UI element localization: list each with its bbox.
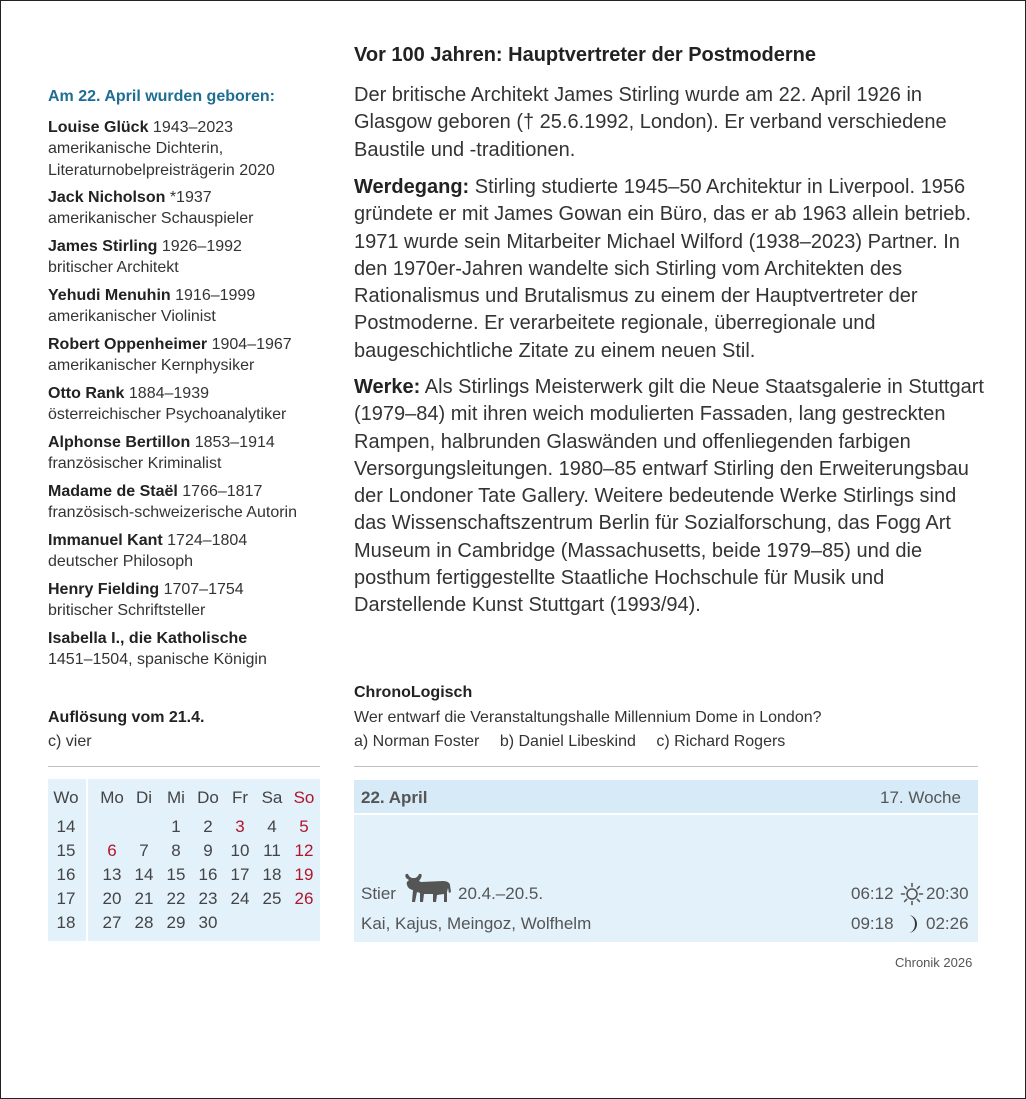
calendar-day: 18 [262, 865, 282, 884]
calendar-day: 29 [166, 913, 186, 932]
birth-years: 1884–1939 [128, 385, 209, 402]
birth-entry [48, 187, 348, 230]
birth-description: französisch-schweizerische Autorin [48, 504, 297, 522]
calendar-day: 5 [299, 817, 309, 836]
calendar-weekday-header: So [293, 788, 315, 807]
birth-name: Isabella I., die Katholische [48, 630, 248, 647]
quiz-question: Wer entwarf die Veranstaltungshalle Millennium Dome in London? [354, 709, 822, 726]
birth-description: österreichischer Psychoanalytiker [48, 406, 287, 424]
sunset-time: 20:30 [926, 884, 969, 903]
career-label: Werdegang: [354, 176, 470, 198]
calendar-day: 21 [134, 889, 154, 908]
quiz-title: ChronoLogisch [354, 684, 473, 701]
calendar-day: 27 [102, 913, 122, 932]
calendar-day: 25 [262, 889, 282, 908]
birth-name: Alphonse Bertillon [48, 434, 191, 451]
calendar-weekday-header: Wo [53, 788, 79, 807]
birth-description: britischer Architekt [48, 259, 179, 277]
calendar-day: 16 [198, 865, 218, 884]
moonset-time: 02:26 [926, 914, 969, 933]
birth-name: Henry Fielding [48, 581, 160, 598]
birth-years: 1904–1967 [211, 336, 292, 353]
calendar-week-divider [86, 779, 88, 941]
birth-years: 1724–1804 [167, 532, 248, 549]
birth-description: amerikanischer Kernphysiker [48, 357, 255, 375]
bull-icon [403, 872, 453, 904]
birth-entry [48, 383, 348, 426]
article-intro-text: Der britische Architekt James Stirling wurde am 22. April 1926 in Glasgow geboren († 25.6.1992, London). Er verband verschiedene Baustile und -traditionen. [354, 84, 947, 161]
calendar-weekday-header: Di [135, 788, 153, 807]
day-week: 17. Woche [880, 788, 961, 807]
name-days: Kai, Kajus, Meingoz, Wolfhelm [361, 914, 592, 933]
footer-label: Chronik 2026 [895, 955, 973, 970]
birth-years: 1926–1992 [161, 238, 242, 255]
calendar-day: 6 [107, 841, 117, 860]
birth-years: 1943–2023 [152, 119, 234, 136]
birth-description: amerikanische Dichterin, Literaturnobelpreisträgerin 2020 [48, 140, 275, 179]
birth-years: *1937 [169, 189, 212, 206]
birth-entry [48, 117, 348, 181]
calendar-week-number: 16 [56, 865, 76, 884]
career-text: Stirling studierte 1945–50 Architektur in Liverpool. 1956 gründete er mit James Gowan ein Büro, das er ab 1963 allein betrieb. 1971 wurde sein Mitarbeiter Michael Wilford (1938–2023) Partner. In den 1970er-Jahren wandelte sich Stirling vom Architekten des Rationalismus und Brutalismus zu einem der Hauptvertreter der Postmoderne. Er verarbeitete regionale, überregionale und baugeschichtliche Zitate zu einem neuen Stil. [354, 176, 972, 362]
article-works [354, 374, 984, 620]
calendar-day: 11 [263, 841, 281, 860]
calendar-week-number: 17 [56, 889, 76, 908]
moonrise-time: 09:18 [851, 914, 894, 933]
birth-name: Jack Nicholson [48, 189, 166, 206]
birth-years: 1853–1914 [194, 434, 275, 451]
article-title: Vor 100 Jahren: Hauptvertreter der Postmoderne [354, 44, 817, 66]
birth-description: deutscher Philosoph [48, 553, 193, 571]
calendar-day: 1 [171, 817, 181, 836]
birth-entry [48, 628, 348, 671]
works-text: Als Stirlings Meisterwerk gilt die Neue Staatsgalerie in Stuttgart (1979–84) mit ihren weich modulierten Fassaden, lang gestreckten Rampen, halbrunden Glaswänden und offenliegenden farbigen Versorgungsleitungen. 1980–85 entwarf Stirling den Erweiterungsbau der Londoner Tate Gallery. Weitere bedeutende Werke Stirlings sind das Wissenschaftszentrum Berlin für Sozialforschung, das Fogg Art Museum in Cambridge (Massachusetts, beide 1979–85) und die posthum fertiggestellte Staatliche Hochschule für Musik und Darstellende Kunst Stuttgart (1993/94). [354, 376, 984, 617]
birth-name: Madame de Staël [48, 483, 178, 500]
birth-description: französischer Kriminalist [48, 455, 222, 473]
quiz-answer-b: b) Daniel Libeskind [499, 733, 636, 750]
birth-description: amerikanischer Violinist [48, 308, 216, 326]
birth-name: Immanuel Kant [48, 532, 163, 549]
calendar-weekday-header: Do [197, 788, 219, 807]
calendar-week-number: 18 [56, 913, 76, 932]
calendar-day: 4 [267, 817, 277, 836]
birth-entry [48, 334, 348, 377]
calendar-day: 12 [294, 841, 314, 860]
calendar-week-number: 14 [56, 817, 76, 836]
moon-icon [903, 913, 921, 935]
birth-years: 1766–1817 [182, 483, 263, 500]
quiz-answer-a: a) Norman Foster [354, 733, 480, 750]
birth-description: britischer Schriftsteller [48, 602, 206, 620]
divider-left [48, 766, 320, 767]
zodiac-name: Stier [361, 884, 396, 903]
birth-entry [48, 432, 348, 475]
article-career [354, 174, 984, 365]
sun-icon [900, 882, 924, 906]
sunrise-time: 06:12 [851, 884, 894, 903]
calendar-day: 2 [203, 817, 213, 836]
calendar-day: 26 [294, 889, 314, 908]
birth-description: amerikanischer Schauspieler [48, 210, 254, 228]
birth-name: Louise Glück [48, 119, 149, 136]
day-date: 22. April [361, 788, 428, 807]
calendar-day: 8 [171, 841, 181, 860]
calendar-weekday-header: Mo [100, 788, 124, 807]
calendar-day: 19 [294, 865, 314, 884]
calendar-day: 13 [102, 865, 122, 884]
calendar-week-number: 15 [56, 841, 76, 860]
birth-name: Otto Rank [48, 385, 125, 402]
calendar-day: 30 [198, 913, 218, 932]
calendar-day: 10 [230, 841, 250, 860]
calendar-day: 3 [235, 817, 245, 836]
calendar-weekday-header: Fr [231, 788, 249, 807]
birth-years: 1707–1754 [163, 581, 244, 598]
birth-entry [48, 285, 348, 328]
calendar-day: 22 [166, 889, 186, 908]
article-intro [354, 82, 984, 164]
divider-right [354, 766, 978, 767]
birth-entry [48, 236, 348, 279]
solution-title: Auflösung vom 21.4. [48, 709, 205, 726]
birth-entry [48, 579, 348, 622]
calendar-day: 20 [102, 889, 122, 908]
works-label: Werke: [354, 376, 421, 398]
quiz-answer-c: c) Richard Rogers [656, 733, 786, 750]
birth-entry [48, 481, 348, 524]
births-heading: Am 22. April wurden geboren: [48, 88, 275, 105]
calendar-day: 17 [230, 865, 250, 884]
calendar-day: 28 [134, 913, 154, 932]
birth-name: James Stirling [48, 238, 158, 255]
calendar-weekday-header: Mi [167, 788, 185, 807]
calendar-day: 24 [230, 889, 250, 908]
birth-years: 1916–1999 [175, 287, 256, 304]
zodiac-dates: 20.4.–20.5. [458, 884, 544, 903]
quiz-answers [354, 733, 801, 751]
birth-description: 1451–1504, spanische Königin [48, 651, 267, 669]
calendar-day: 7 [139, 841, 149, 860]
calendar-day: 15 [166, 865, 186, 884]
calendar-weekday-header: Sa [261, 788, 283, 807]
solution-text: c) vier [48, 733, 92, 750]
calendar-day: 23 [198, 889, 218, 908]
birth-entry [48, 530, 348, 573]
calendar-day: 9 [203, 841, 213, 860]
birth-name: Robert Oppenheimer [48, 336, 208, 353]
calendar-day: 14 [134, 865, 154, 884]
birth-name: Yehudi Menuhin [48, 287, 171, 304]
